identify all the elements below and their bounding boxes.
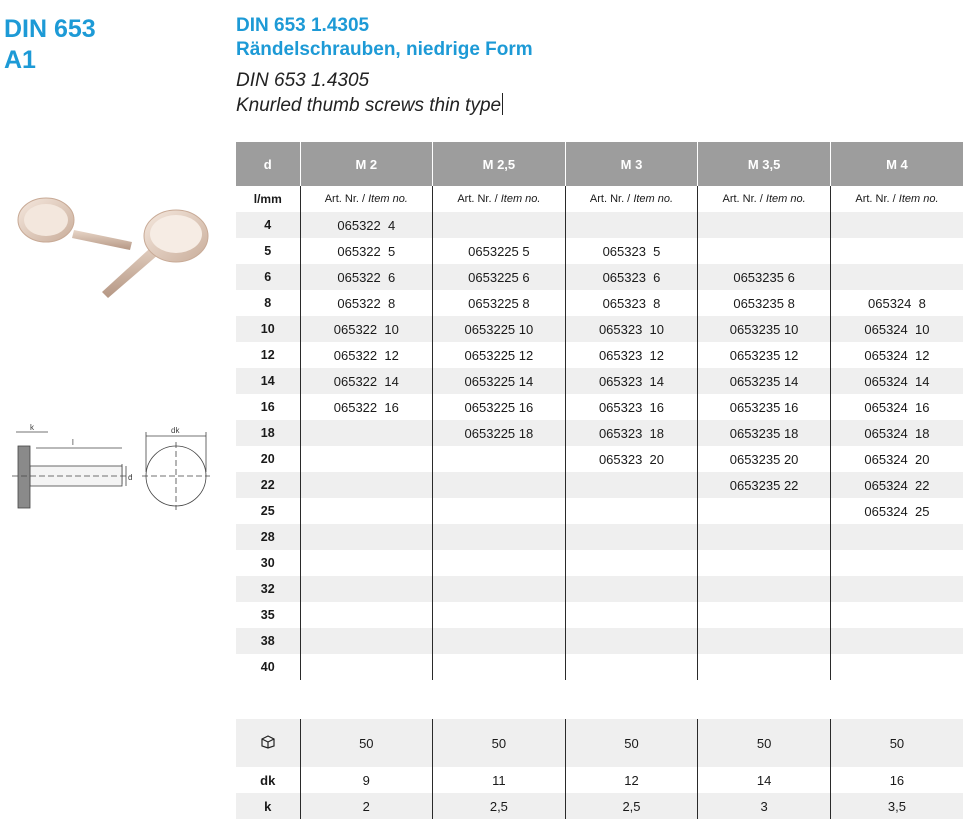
item-number-cell: 065322 14 — [300, 368, 433, 394]
item-label-en: Item no. — [765, 193, 806, 205]
dk-value: 12 — [565, 767, 698, 793]
table-row — [236, 628, 963, 654]
size-header: M 3 — [565, 142, 698, 186]
heading-title-en: Knurled thumb screws thin type — [236, 95, 502, 116]
text-cursor — [502, 93, 503, 115]
item-number-cell: 065322 10 — [300, 316, 433, 342]
length-value: 16 — [260, 400, 275, 414]
item-number-cell: 0653235 14 — [698, 368, 831, 394]
item-label — [830, 186, 963, 212]
item-number-cell — [698, 654, 831, 680]
item-table — [236, 142, 963, 680]
item-number-cell — [300, 524, 433, 550]
table-row — [236, 498, 963, 524]
item-number-cell — [698, 498, 831, 524]
item-number-cell — [565, 550, 698, 576]
length-header: l/mm — [236, 186, 300, 212]
item-number-cell — [830, 238, 963, 264]
item-number-cell: 065324 20 — [830, 446, 963, 472]
item-number-cell: 065323 18 — [565, 420, 698, 446]
item-number-cell — [433, 524, 566, 550]
item-number-cell: 0653225 6 — [433, 264, 566, 290]
size-header: M 4 — [830, 142, 963, 186]
item-number-cell — [300, 576, 433, 602]
item-number-cell: 065324 16 — [830, 394, 963, 420]
item-number-cell — [830, 576, 963, 602]
item-number-cell — [433, 212, 566, 238]
drawing-label-d: d — [128, 473, 133, 482]
pack-quantity: 50 — [433, 719, 566, 767]
item-number-cell: 065323 12 — [565, 342, 698, 368]
item-label-de: Art. Nr. / — [855, 193, 896, 205]
knurled-screw-photo — [14, 190, 228, 310]
item-number-cell — [830, 212, 963, 238]
item-number-cell — [565, 654, 698, 680]
item-number-cell — [433, 654, 566, 680]
size-header: M 2,5 — [433, 142, 566, 186]
item-number-cell: 065323 16 — [565, 394, 698, 420]
table-row — [236, 342, 963, 368]
table-row — [236, 394, 963, 420]
item-label — [433, 186, 566, 212]
table-row — [236, 602, 963, 628]
item-number-cell: 065322 4 — [300, 212, 433, 238]
item-number-cell — [565, 472, 698, 498]
k-value: 3,5 — [830, 793, 963, 819]
package-icon — [236, 719, 300, 767]
length-value: 8 — [264, 296, 272, 310]
item-number-cell — [433, 576, 566, 602]
item-number-cell — [830, 550, 963, 576]
item-number-cell: 0653235 6 — [698, 264, 831, 290]
item-number-cell: 065322 6 — [300, 264, 433, 290]
item-number-cell: 065323 20 — [565, 446, 698, 472]
table-row — [236, 290, 963, 316]
k-value: 2,5 — [565, 793, 698, 819]
item-label-en: Item no. — [633, 193, 674, 205]
item-number-cell: 0653235 20 — [698, 446, 831, 472]
item-number-cell — [565, 498, 698, 524]
item-number-cell: 0653235 22 — [698, 472, 831, 498]
item-number-cell — [830, 264, 963, 290]
heading-norm-en: DIN 653 1.4305 — [236, 70, 370, 91]
item-label-de: Art. Nr. / — [722, 193, 763, 205]
table-row — [236, 420, 963, 446]
d-header: d — [236, 142, 300, 186]
item-number-cell: 0653225 18 — [433, 420, 566, 446]
item-number-cell — [300, 446, 433, 472]
k-value: 3 — [698, 793, 831, 819]
item-number-cell — [300, 628, 433, 654]
item-number-cell: 0653225 10 — [433, 316, 566, 342]
length-value: 28 — [236, 524, 300, 550]
dk-value: 14 — [698, 767, 831, 793]
k-value: 2 — [300, 793, 433, 819]
size-header-row — [236, 142, 963, 186]
item-number-cell: 065324 12 — [830, 342, 963, 368]
item-number-cell: 065324 22 — [830, 472, 963, 498]
item-number-cell — [433, 498, 566, 524]
item-number-cell: 0653235 10 — [698, 316, 831, 342]
package-icon — [260, 735, 276, 749]
heading-norm-de: DIN 653 1.4305 — [236, 15, 370, 36]
item-number-cell — [830, 602, 963, 628]
table-row — [236, 316, 963, 342]
length-value: 18 — [236, 420, 300, 446]
table-row — [236, 472, 963, 498]
table-row — [236, 212, 963, 238]
dk-value: 11 — [433, 767, 566, 793]
item-number-cell: 065324 18 — [830, 420, 963, 446]
item-number-cell: 065322 12 — [300, 342, 433, 368]
dk-value: 9 — [300, 767, 433, 793]
item-number-cell — [433, 550, 566, 576]
item-number-cell: 065324 10 — [830, 316, 963, 342]
item-label-en: Item no. — [368, 193, 408, 205]
dimension-table — [236, 719, 963, 819]
item-number-cell: 065322 16 — [300, 394, 433, 420]
item-number-cell: 0653225 5 — [433, 238, 566, 264]
item-number-cell — [698, 602, 831, 628]
item-number-cell — [300, 498, 433, 524]
k-value: 2,5 — [433, 793, 566, 819]
item-number-cell: 0653235 18 — [698, 420, 831, 446]
item-number-cell — [565, 212, 698, 238]
length-value: 5 — [264, 244, 272, 258]
item-number-cell: 0653225 12 — [433, 342, 566, 368]
length-value: 4 — [236, 212, 300, 238]
item-number-cell: 065324 8 — [830, 290, 963, 316]
table-row — [236, 654, 963, 680]
pack-quantity: 50 — [830, 719, 963, 767]
item-number-cell — [830, 654, 963, 680]
item-number-cell: 0653225 8 — [433, 290, 566, 316]
item-number-cell: 0653225 14 — [433, 368, 566, 394]
item-label-row — [236, 186, 963, 212]
table-row — [236, 368, 963, 394]
length-value: 40 — [260, 660, 275, 674]
table-row — [236, 524, 963, 550]
item-number-cell — [300, 550, 433, 576]
length-value: 20 — [260, 452, 275, 466]
size-header: M 3,5 — [698, 142, 831, 186]
product-code-title — [4, 14, 96, 76]
pack-quantity-row — [236, 719, 963, 767]
item-number-cell — [433, 446, 566, 472]
item-number-cell — [300, 602, 433, 628]
item-label — [565, 186, 698, 212]
item-number-cell — [698, 524, 831, 550]
item-number-cell: 065323 10 — [565, 316, 698, 342]
length-value: 6 — [236, 264, 300, 290]
material-code: A1 — [4, 46, 36, 74]
item-number-cell — [698, 628, 831, 654]
pack-quantity: 50 — [565, 719, 698, 767]
dk-label: dk — [236, 767, 300, 793]
item-number-cell: 0653235 8 — [698, 290, 831, 316]
technical-drawing — [8, 420, 222, 520]
item-number-cell — [300, 420, 433, 446]
heading-title-en-line — [236, 93, 533, 118]
item-label-de: Art. Nr. / — [589, 193, 631, 205]
length-value: 12 — [260, 348, 275, 362]
length-value: 22 — [236, 472, 300, 498]
table-row — [236, 550, 963, 576]
length-value: 30 — [260, 556, 275, 570]
item-number-cell — [698, 238, 831, 264]
k-row — [236, 793, 963, 819]
page-heading — [236, 14, 533, 118]
item-number-cell — [565, 524, 698, 550]
table-row — [236, 446, 963, 472]
length-value: 32 — [236, 576, 300, 602]
length-value: 14 — [236, 368, 300, 394]
item-number-cell — [698, 550, 831, 576]
pack-quantity: 50 — [698, 719, 831, 767]
item-number-cell — [698, 212, 831, 238]
item-number-cell: 0653225 16 — [433, 394, 566, 420]
length-value: 25 — [260, 504, 275, 518]
size-header: M 2 — [300, 142, 433, 186]
item-number-cell: 065322 5 — [300, 238, 433, 264]
item-number-cell: 065323 14 — [565, 368, 698, 394]
pack-quantity: 50 — [300, 719, 433, 767]
drawing-label-dk: dk — [171, 426, 180, 435]
table-row — [236, 238, 963, 264]
item-number-cell: 065323 6 — [565, 264, 698, 290]
length-value: 35 — [260, 608, 275, 622]
item-number-cell: 065324 14 — [830, 368, 963, 394]
item-label-en: Item no. — [898, 193, 939, 205]
length-value: 38 — [236, 628, 300, 654]
length-value: 10 — [236, 316, 300, 342]
item-number-cell — [565, 576, 698, 602]
item-number-cell: 0653235 16 — [698, 394, 831, 420]
item-number-cell — [698, 576, 831, 602]
dk-row — [236, 767, 963, 793]
table-row — [236, 264, 963, 290]
item-number-cell: 065323 5 — [565, 238, 698, 264]
item-number-cell — [565, 602, 698, 628]
item-label-de: Art. Nr. / — [324, 193, 366, 205]
heading-title-de: Rändelschrauben, niedrige Form — [236, 39, 533, 60]
item-number-cell — [830, 628, 963, 654]
item-number-cell — [433, 602, 566, 628]
product-code: DIN 653 — [4, 15, 96, 43]
item-label — [698, 186, 831, 212]
item-number-cell: 065324 25 — [830, 498, 963, 524]
item-label-de: Art. Nr. / — [457, 193, 498, 205]
item-number-cell: 065322 8 — [300, 290, 433, 316]
item-number-cell — [433, 472, 566, 498]
drawing-label-k: k — [30, 423, 34, 432]
item-label — [300, 186, 433, 212]
dk-value: 16 — [830, 767, 963, 793]
item-number-cell: 0653235 12 — [698, 342, 831, 368]
item-number-cell — [565, 628, 698, 654]
drawing-label-l: l — [72, 438, 74, 447]
item-label-en: Item no. — [500, 193, 541, 205]
item-number-cell — [830, 524, 963, 550]
item-number-cell — [433, 628, 566, 654]
table-row — [236, 576, 963, 602]
item-number-cell — [300, 654, 433, 680]
item-number-cell — [300, 472, 433, 498]
k-label: k — [236, 793, 300, 819]
item-number-cell: 065323 8 — [565, 290, 698, 316]
